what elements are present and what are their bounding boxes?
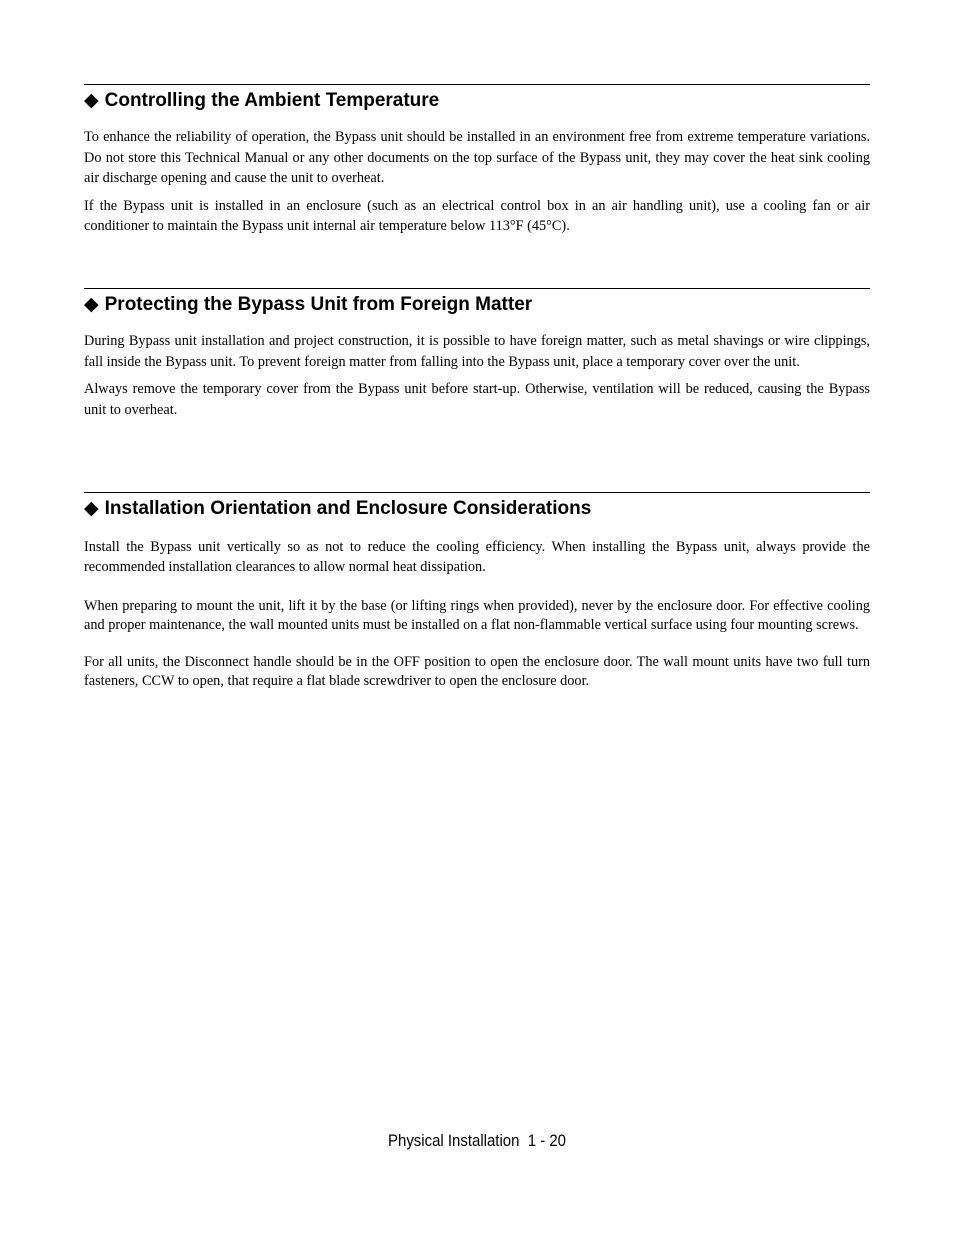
section-divider [84, 84, 870, 85]
diamond-bullet-icon: ◆ [84, 294, 99, 315]
paragraph: To enhance the reliability of operation, the Bypass unit should be installed in an environment free from extreme temperature variations. Do not store this Technical Manual or any other documents on the top surface of the Bypass unit, they may cover the heat sink cooling air discharge opening and cause the unit to overheat. [84, 129, 870, 186]
paragraph: When preparing to mount the unit, lift it by the base (or lifting rings when provided), never by the enclosure door. For effective cooling and proper maintenance, the wall mounted units must be installed on a flat non-flammable vertical surface using four mounting screws. [84, 598, 870, 633]
page-footer: Physical Installation 1 - 20 [388, 1131, 566, 1150]
section-ambient-temperature [84, 84, 870, 237]
section-divider [84, 288, 870, 289]
section-installation-orientation [84, 492, 870, 691]
section-divider [84, 492, 870, 493]
section-heading [84, 497, 870, 521]
diamond-bullet-icon: ◆ [84, 498, 99, 519]
paragraph: For all units, the Disconnect handle should be in the OFF position to open the enclosure door. The wall mount units have two full turn fasteners, CCW to open, that require a flat blade screwdriver to open the enclosure door. [84, 654, 870, 689]
section-heading [84, 89, 870, 113]
diamond-bullet-icon: ◆ [84, 90, 99, 111]
section-heading [84, 293, 870, 317]
section-heading-text: Installation Orientation and Enclosure Considerations [104, 498, 592, 519]
paragraph: If the Bypass unit is installed in an enclosure (such as an electrical control box in an air handling unit), use a cooling fan or air conditioner to maintain the Bypass unit internal air temperature below 113°F (45°C). [84, 197, 870, 234]
paragraph: During Bypass unit installation and project construction, it is possible to have foreign matter, such as metal shavings or wire clippings, fall inside the Bypass unit. To prevent foreign matter from falling into the Bypass unit, place a temporary cover over the unit. [84, 333, 870, 370]
section-foreign-matter [84, 288, 870, 420]
paragraph: Always remove the temporary cover from the Bypass unit before start-up. Otherwise, ventilation will be reduced, causing the Bypass unit to overheat. [84, 381, 870, 418]
paragraph: Install the Bypass unit vertically so as not to reduce the cooling efficiency. When installing the Bypass unit, always provide the recommended installation clearances to allow normal heat dissipation. [84, 539, 870, 575]
section-heading-text: Controlling the Ambient Temperature [104, 90, 440, 111]
section-heading-text: Protecting the Bypass Unit from Foreign Matter [104, 294, 533, 315]
